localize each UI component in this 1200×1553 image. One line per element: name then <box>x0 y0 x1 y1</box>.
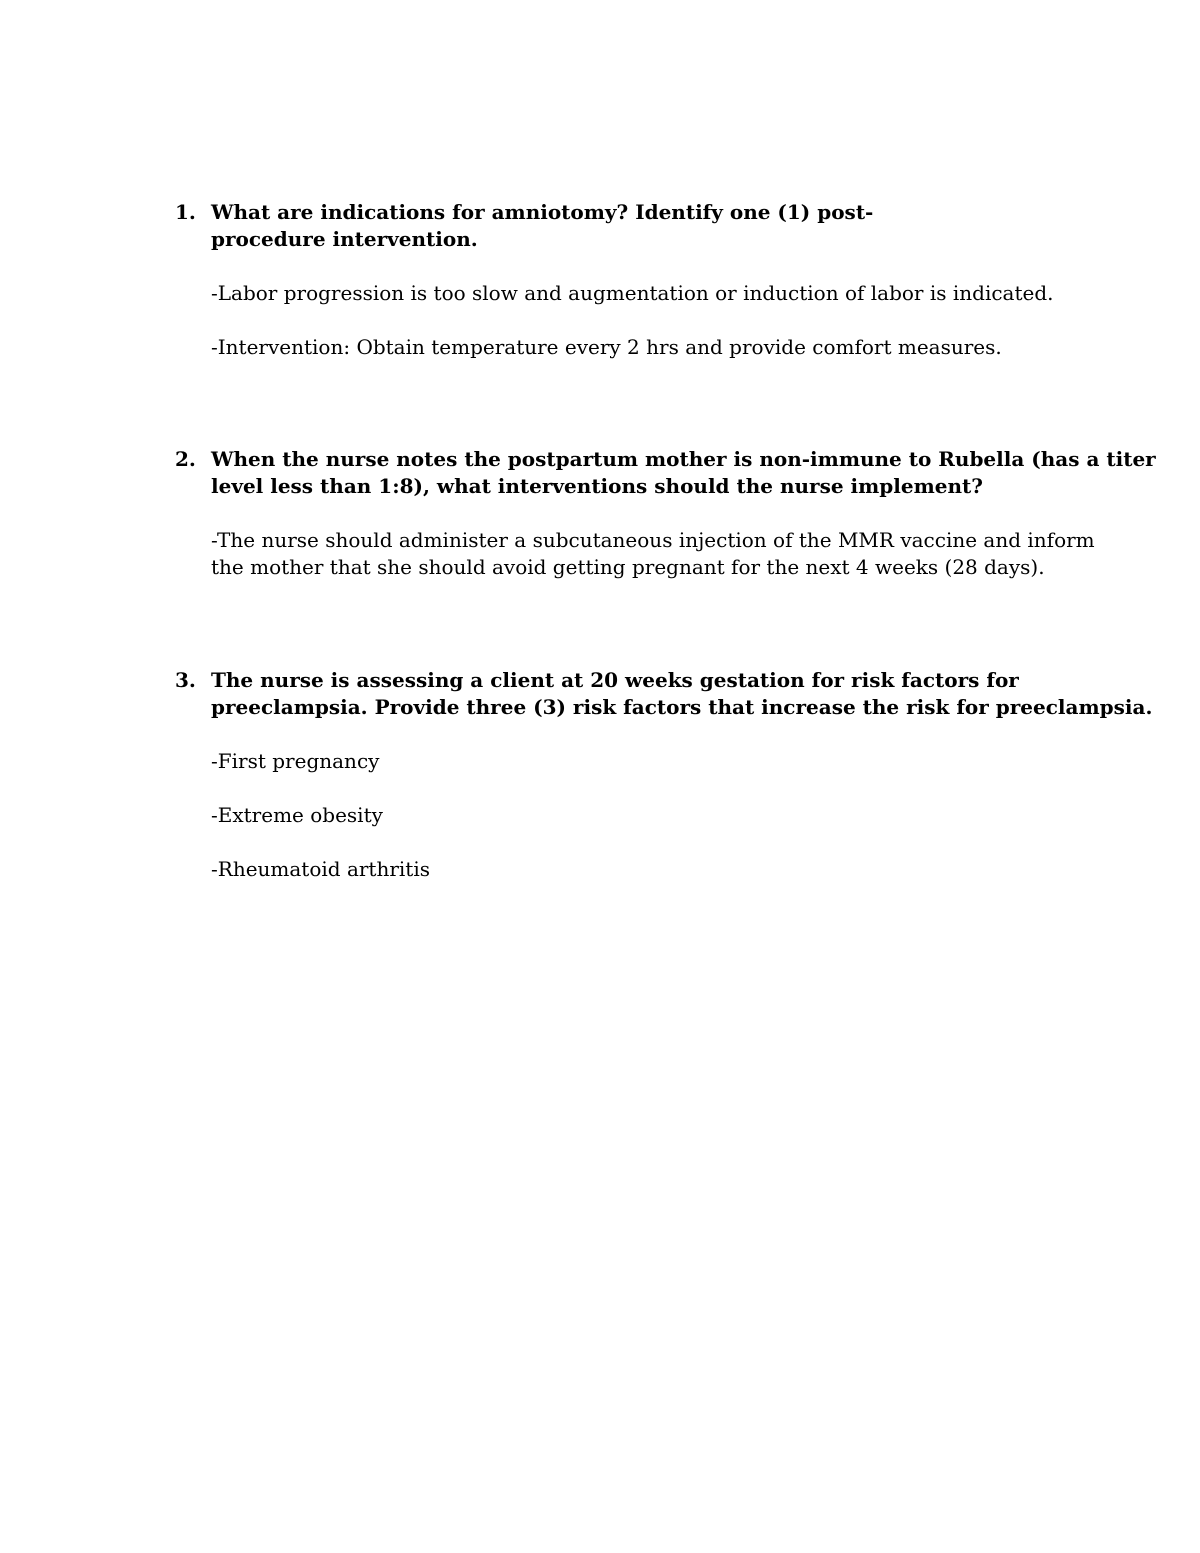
answer-item <box>211 856 1075 883</box>
answer-line: -Extreme obesity <box>211 803 383 827</box>
question-3 <box>175 667 1153 883</box>
question-line: preeclampsia. Provide three (3) risk factors that increase the risk for preeclampsia. <box>211 695 1153 719</box>
question-number: 3. <box>175 668 196 692</box>
answer-list <box>211 748 1075 883</box>
answer-line: -Labor progression is too slow and augmentation or induction of labor is indicated. <box>211 281 1054 305</box>
question-text <box>211 446 1156 500</box>
question-row <box>175 446 1156 500</box>
answer-item <box>211 802 1075 829</box>
answer-list <box>211 280 1075 361</box>
answer-line: -First pregnancy <box>211 749 380 773</box>
question-text <box>211 667 1152 721</box>
answer-list <box>211 527 1095 581</box>
question-line: level less than 1:8), what interventions should the nurse implement? <box>211 474 983 498</box>
answer-item <box>211 280 1075 307</box>
question-text <box>211 199 873 253</box>
question-row <box>175 199 1075 253</box>
question-number: 2. <box>175 447 196 471</box>
question-1 <box>175 199 1075 361</box>
question-line: The nurse is assessing a client at 20 weeks gestation for risk factors for <box>211 668 1019 692</box>
answer-line: -The nurse should administer a subcutaneous injection of the MMR vaccine and inform <box>211 528 1095 552</box>
answer-item <box>211 527 1095 581</box>
question-line: procedure intervention. <box>211 227 478 251</box>
answer-line: the mother that she should avoid getting pregnant for the next 4 weeks (28 days). <box>211 555 1045 579</box>
question-2 <box>175 446 1156 581</box>
answer-item <box>211 334 1075 361</box>
answer-line: -Rheumatoid arthritis <box>211 857 430 881</box>
answer-item <box>211 748 1075 775</box>
question-number: 1. <box>175 200 196 224</box>
question-line: When the nurse notes the postpartum mother is non-immune to Rubella (has a titer <box>211 447 1156 471</box>
question-row <box>175 667 1153 721</box>
answer-line: -Intervention: Obtain temperature every 2 hrs and provide comfort measures. <box>211 335 1002 359</box>
question-line: What are indications for amniotomy? Identify one (1) post- <box>211 200 874 224</box>
